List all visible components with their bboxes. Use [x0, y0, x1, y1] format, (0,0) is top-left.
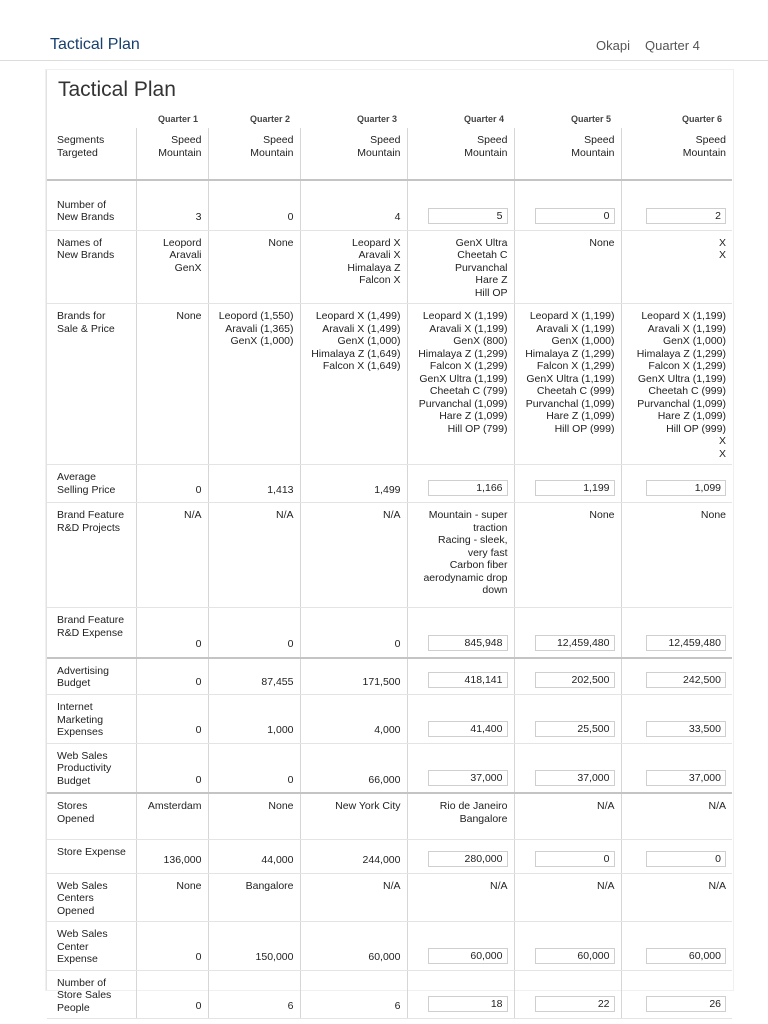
row-label: Advertising Budget — [47, 658, 136, 695]
cell: Rio de Janeiro Bangalore — [407, 793, 514, 839]
new-brands-input-q5[interactable]: 0 — [535, 208, 615, 224]
cell — [407, 608, 514, 658]
row-label: Average Selling Price — [47, 465, 136, 503]
row-label: Brand Feature R&D Expense — [47, 608, 136, 658]
cell — [621, 839, 732, 873]
cell — [514, 180, 621, 230]
web-productivity-input-q5[interactable]: 37,000 — [535, 770, 615, 786]
cell — [407, 180, 514, 230]
cell: 0 — [136, 658, 208, 695]
cell: None — [621, 503, 732, 608]
avg-price-input-q4[interactable]: 1,166 — [428, 480, 508, 496]
web-productivity-input-q6[interactable]: 37,000 — [646, 770, 726, 786]
avg-price-input-q6[interactable]: 1,099 — [646, 480, 726, 496]
cell — [514, 839, 621, 873]
row-label: Stores Opened — [47, 793, 136, 839]
row-label: Segments Targeted — [47, 128, 136, 180]
cell: Leopord Aravali GenX — [136, 230, 208, 304]
cell: N/A — [208, 503, 300, 608]
cell: GenX Ultra Cheetah C Purvanchal Hare Z Hill OP — [407, 230, 514, 304]
cell — [621, 922, 732, 971]
table-row-internet-marketing — [47, 695, 732, 744]
cell — [514, 922, 621, 971]
cell: N/A — [407, 873, 514, 922]
advertising-input-q5[interactable]: 202,500 — [535, 672, 615, 688]
new-brands-input-q6[interactable]: 2 — [646, 208, 726, 224]
row-label: Web Sales Centers Opened — [47, 873, 136, 922]
new-brands-input-q4[interactable]: 5 — [428, 208, 508, 224]
row-label: Store Expense — [47, 839, 136, 873]
rd-expense-input-q4[interactable]: 845,948 — [428, 635, 508, 651]
cell: Leopard X (1,199) Aravali X (1,199) GenX (800) Himalaya Z (1,299) Falcon X (1,299) GenX Ultra (1,199) Cheetah C (799) Purvanchal (1,099) Hare Z (1,099) Hill OP (799) — [407, 304, 514, 465]
cell: None — [514, 503, 621, 608]
cell: 0 — [208, 743, 300, 793]
cell: 4,000 — [300, 695, 407, 744]
cell: Speed Mountain — [514, 128, 621, 180]
store-expense-input-q5[interactable]: 0 — [535, 851, 615, 867]
table-row-web-centers — [47, 873, 732, 922]
row-label: Internet Marketing Expenses — [47, 695, 136, 744]
avg-price-input-q5[interactable]: 1,199 — [535, 480, 615, 496]
cell: 4 — [300, 180, 407, 230]
cell: N/A — [300, 503, 407, 608]
cell: Amsterdam — [136, 793, 208, 839]
cell: Leopard X (1,199) Aravali X (1,199) GenX (1,000) Himalaya Z (1,299) Falcon X (1,299) GenX Ultra (1,199) Cheetah C (999) Purvanchal (1,099) Hare Z (1,099) Hill OP (999) X X — [621, 304, 732, 465]
tactical-plan-table — [47, 111, 732, 1019]
cell: N/A — [621, 793, 732, 839]
web-productivity-input-q4[interactable]: 37,000 — [428, 770, 508, 786]
table-row-sales-people — [47, 970, 732, 1019]
internet-input-q5[interactable]: 25,500 — [535, 721, 615, 737]
cell: 0 — [208, 608, 300, 658]
cell: None — [136, 304, 208, 465]
cell: Leopard X Aravali X Himalaya Z Falcon X — [300, 230, 407, 304]
cell: 0 — [136, 922, 208, 971]
cell: 6 — [208, 970, 300, 1019]
cell: Bangalore — [208, 873, 300, 922]
cell: None — [136, 873, 208, 922]
internet-input-q6[interactable]: 33,500 — [646, 721, 726, 737]
cell: 66,000 — [300, 743, 407, 793]
row-label: Number of New Brands — [47, 180, 136, 230]
store-expense-input-q4[interactable]: 280,000 — [428, 851, 508, 867]
row-label: Brands for Sale & Price — [47, 304, 136, 465]
row-label: Names of New Brands — [47, 230, 136, 304]
top-bar — [0, 0, 768, 61]
cell — [514, 695, 621, 744]
app-title: Tactical Plan — [50, 36, 140, 53]
cell: N/A — [300, 873, 407, 922]
cell: 150,000 — [208, 922, 300, 971]
cell: Speed Mountain — [621, 128, 732, 180]
cell — [621, 465, 732, 503]
cell: Speed Mountain — [208, 128, 300, 180]
advertising-input-q4[interactable]: 418,141 — [428, 672, 508, 688]
cell: N/A — [621, 873, 732, 922]
team-name: Okapi — [596, 38, 630, 53]
cell: 0 — [136, 695, 208, 744]
row-label: Number of Store Sales People — [47, 970, 136, 1019]
cell: None — [514, 230, 621, 304]
row-label: Web Sales Productivity Budget — [47, 743, 136, 793]
table-row-brands-for-sale — [47, 304, 732, 465]
column-header: Quarter 2 — [249, 114, 290, 125]
cell: 3 — [136, 180, 208, 230]
cell: 0 — [300, 608, 407, 658]
cell: Leopard X (1,499) Aravali X (1,499) GenX (1,000) Himalaya Z (1,649) Falcon X (1,649) — [300, 304, 407, 465]
cell: 0 — [136, 465, 208, 503]
cell: 171,500 — [300, 658, 407, 695]
cell: 0 — [136, 608, 208, 658]
cell: N/A — [136, 503, 208, 608]
advertising-input-q6[interactable]: 242,500 — [646, 672, 726, 688]
sales-people-input-q6[interactable]: 26 — [646, 996, 726, 1012]
cell: 44,000 — [208, 839, 300, 873]
store-expense-input-q6[interactable]: 0 — [646, 851, 726, 867]
cell: 60,000 — [300, 922, 407, 971]
cell: 136,000 — [136, 839, 208, 873]
cell: 0 — [136, 970, 208, 1019]
current-quarter: Quarter 4 — [645, 38, 700, 53]
table-row-advertising — [47, 658, 732, 695]
sales-people-input-q4[interactable]: 18 — [428, 996, 508, 1012]
cell: Speed Mountain — [407, 128, 514, 180]
cell: 87,455 — [208, 658, 300, 695]
column-header: Quarter 5 — [570, 114, 611, 125]
quarter-header-row — [47, 111, 732, 128]
web-center-expense-input-q5[interactable]: 60,000 — [535, 948, 615, 964]
cell: 244,000 — [300, 839, 407, 873]
table-row-web-productivity — [47, 743, 732, 793]
rd-expense-input-q6[interactable]: 12,459,480 — [646, 635, 726, 651]
cell: N/A — [514, 793, 621, 839]
row-label: Web Sales Center Expense — [47, 922, 136, 971]
table-row-web-center-expense — [47, 922, 732, 971]
cell: N/A — [514, 873, 621, 922]
cell — [621, 180, 732, 230]
cell — [407, 743, 514, 793]
column-header: Quarter 4 — [463, 114, 504, 125]
table-row-store-expense — [47, 839, 732, 873]
cell — [407, 922, 514, 971]
cell — [407, 658, 514, 695]
page-title: Tactical Plan — [58, 78, 176, 101]
table-row-segments — [47, 128, 732, 180]
cell: Leopord (1,550) Aravali (1,365) GenX (1,000) — [208, 304, 300, 465]
cell: Mountain - super traction Racing - sleek, very fast Carbon fiber aerodynamic drop down — [407, 503, 514, 608]
sales-people-input-q5[interactable]: 22 — [535, 996, 615, 1012]
cell: 0 — [208, 180, 300, 230]
web-center-expense-input-q6[interactable]: 60,000 — [646, 948, 726, 964]
cell — [621, 658, 732, 695]
table-row-rd-expense — [47, 608, 732, 658]
cell — [514, 608, 621, 658]
cell: 1,499 — [300, 465, 407, 503]
cell — [621, 608, 732, 658]
cell: 1,000 — [208, 695, 300, 744]
row-label: Brand Feature R&D Projects — [47, 503, 136, 608]
cell — [514, 743, 621, 793]
cell: Speed Mountain — [136, 128, 208, 180]
table-row-new-brands — [47, 180, 732, 230]
cell — [514, 970, 621, 1019]
cell: 6 — [300, 970, 407, 1019]
cell — [407, 695, 514, 744]
cell — [621, 743, 732, 793]
cell: New York City — [300, 793, 407, 839]
corner-header — [47, 111, 136, 128]
cell: Speed Mountain — [300, 128, 407, 180]
web-center-expense-input-q4[interactable]: 60,000 — [428, 948, 508, 964]
cell — [407, 465, 514, 503]
table-row-stores-opened — [47, 793, 732, 839]
column-header: Quarter 3 — [356, 114, 397, 125]
cell — [514, 658, 621, 695]
cell: None — [208, 230, 300, 304]
cell — [621, 970, 732, 1019]
cell: 1,413 — [208, 465, 300, 503]
rd-expense-input-q5[interactable]: 12,459,480 — [535, 635, 615, 651]
cell: None — [208, 793, 300, 839]
table-row-rd-projects — [47, 503, 732, 608]
column-header: Quarter 1 — [157, 114, 198, 125]
cell: Leopard X (1,199) Aravali X (1,199) GenX (1,000) Himalaya Z (1,299) Falcon X (1,299) GenX Ultra (1,199) Cheetah C (999) Purvanchal (1,099) Hare Z (1,099) Hill OP (999) — [514, 304, 621, 465]
internet-input-q4[interactable]: 41,400 — [428, 721, 508, 737]
table-row-brand-names — [47, 230, 732, 304]
cell — [621, 695, 732, 744]
table-row-avg-price — [47, 465, 732, 503]
cell — [407, 970, 514, 1019]
cell: X X — [621, 230, 732, 304]
cell: 0 — [136, 743, 208, 793]
cell — [407, 839, 514, 873]
cell — [514, 465, 621, 503]
column-header: Quarter 6 — [681, 114, 722, 125]
